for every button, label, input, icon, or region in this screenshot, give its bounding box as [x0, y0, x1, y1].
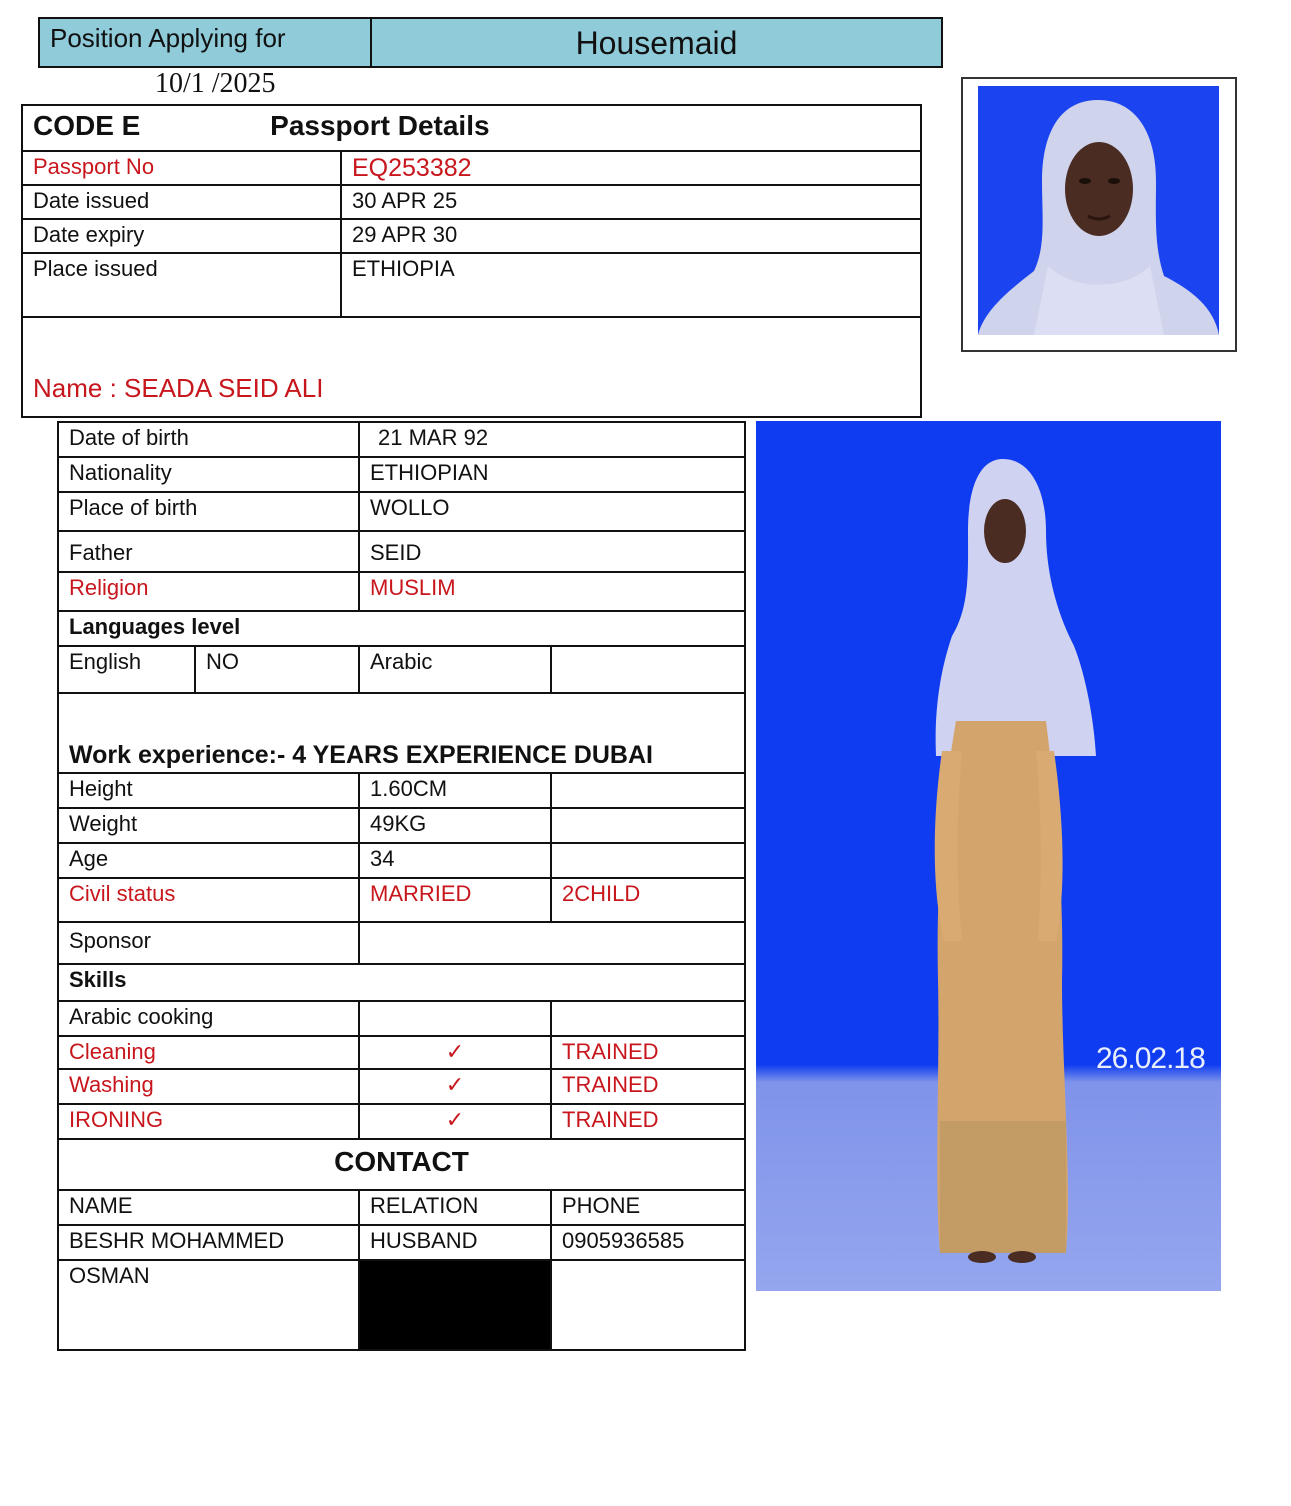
table-row: [58, 492, 745, 531]
contact-phone: 0905936585: [551, 1225, 745, 1260]
dob-value: 21 MAR 92: [359, 422, 745, 457]
languages-title: Languages level: [58, 611, 745, 646]
contact-header-name: NAME: [58, 1190, 359, 1225]
table-row: [58, 457, 745, 492]
redacted-block: [359, 1260, 551, 1350]
nationality-value: ETHIOPIAN: [359, 457, 745, 492]
checkmark-icon: ✓: [359, 1036, 551, 1069]
height-label: Height: [58, 773, 359, 808]
checkmark-icon: ✓: [359, 1069, 551, 1104]
english-label: English: [58, 646, 195, 693]
checkmark-icon: ✓: [359, 1104, 551, 1139]
details-table: [57, 421, 746, 1351]
height-extra: [551, 773, 745, 808]
table-row: [58, 1069, 745, 1104]
table-row: [58, 422, 745, 457]
father-value: SEID: [359, 531, 745, 572]
skill-check: [359, 1001, 551, 1036]
table-row: [58, 1001, 745, 1036]
passport-table: [21, 104, 922, 418]
place-issued-value: ETHIOPIA: [341, 253, 921, 317]
contact-name: BESHR MOHAMMED: [58, 1225, 359, 1260]
skill-label: Arabic cooking: [58, 1001, 359, 1036]
table-row: [22, 253, 921, 317]
age-extra: [551, 843, 745, 878]
height-value: 1.60CM: [359, 773, 551, 808]
skill-label: Cleaning: [58, 1036, 359, 1069]
passport-no-value: EQ253382: [341, 151, 921, 185]
date-issued-value: 30 APR 25: [341, 185, 921, 219]
full-body-photo: [756, 421, 1221, 1291]
civil-status-value: MARRIED: [359, 878, 551, 922]
date-expiry-label: Date expiry: [22, 219, 341, 253]
birthplace-value: WOLLO: [359, 492, 745, 531]
table-row: [58, 878, 745, 922]
passport-no-label: Passport No: [22, 151, 341, 185]
skills-title: Skills: [58, 964, 745, 1001]
english-value: NO: [195, 646, 359, 693]
contact-header-relation: RELATION: [359, 1190, 551, 1225]
table-row: [22, 185, 921, 219]
religion-label: Religion: [58, 572, 359, 611]
date-expiry-value: 29 APR 30: [341, 219, 921, 253]
date-issued-label: Date issued: [22, 185, 341, 219]
table-row: [58, 531, 745, 572]
table-row: [58, 1190, 745, 1225]
father-label: Father: [58, 531, 359, 572]
contact-relation: HUSBAND: [359, 1225, 551, 1260]
children-value: 2CHILD: [551, 878, 745, 922]
nationality-label: Nationality: [58, 457, 359, 492]
portrait-illustration: [978, 86, 1219, 335]
table-row: [58, 808, 745, 843]
form-date: 10/1 /2025: [155, 68, 276, 99]
weight-extra: [551, 808, 745, 843]
table-row: [22, 219, 921, 253]
work-experience: Work experience:- 4 YEARS EXPERIENCE DUBAI: [58, 693, 745, 773]
arabic-label: Arabic: [359, 646, 551, 693]
weight-value: 49KG: [359, 808, 551, 843]
table-row: [58, 843, 745, 878]
contact-header-phone: PHONE: [551, 1190, 745, 1225]
birthplace-label: Place of birth: [58, 492, 359, 531]
photo-date-stamp: 26.02.18: [1096, 1042, 1205, 1075]
table-row: [22, 151, 921, 185]
table-row: [58, 572, 745, 611]
skill-label: Washing: [58, 1069, 359, 1104]
skill-status: TRAINED: [551, 1069, 745, 1104]
civil-status-label: Civil status: [58, 878, 359, 922]
skill-status: TRAINED: [551, 1036, 745, 1069]
table-row: [58, 1225, 745, 1260]
sponsor-value: [359, 922, 745, 964]
position-value: Housemaid: [575, 25, 738, 61]
religion-value: MUSLIM: [359, 572, 745, 611]
position-label: Position Applying for: [40, 19, 372, 66]
contact-title: CONTACT: [58, 1139, 745, 1190]
full-body-illustration: [756, 421, 1221, 1291]
table-row: [58, 646, 745, 693]
passport-header: [22, 105, 921, 151]
table-row: [58, 773, 745, 808]
place-issued-label: Place issued: [22, 253, 341, 317]
skill-status: [551, 1001, 745, 1036]
applicant-name: Name : SEADA SEID ALI: [22, 317, 921, 417]
passport-title: Passport Details: [270, 110, 490, 141]
table-row: [58, 922, 745, 964]
skill-status: TRAINED: [551, 1104, 745, 1139]
table-row: [58, 1260, 745, 1350]
arabic-value: [551, 646, 745, 693]
dob-label: Date of birth: [58, 422, 359, 457]
contact-phone: [551, 1260, 745, 1350]
table-row: [58, 1104, 745, 1139]
code-label: CODE E: [33, 110, 141, 141]
age-value: 34: [359, 843, 551, 878]
contact-name: OSMAN: [58, 1260, 359, 1350]
skill-label: IRONING: [58, 1104, 359, 1139]
portrait-photo: [978, 86, 1219, 335]
position-box: [38, 17, 943, 68]
age-label: Age: [58, 843, 359, 878]
weight-label: Weight: [58, 808, 359, 843]
sponsor-label: Sponsor: [58, 922, 359, 964]
table-row: [58, 1036, 745, 1069]
